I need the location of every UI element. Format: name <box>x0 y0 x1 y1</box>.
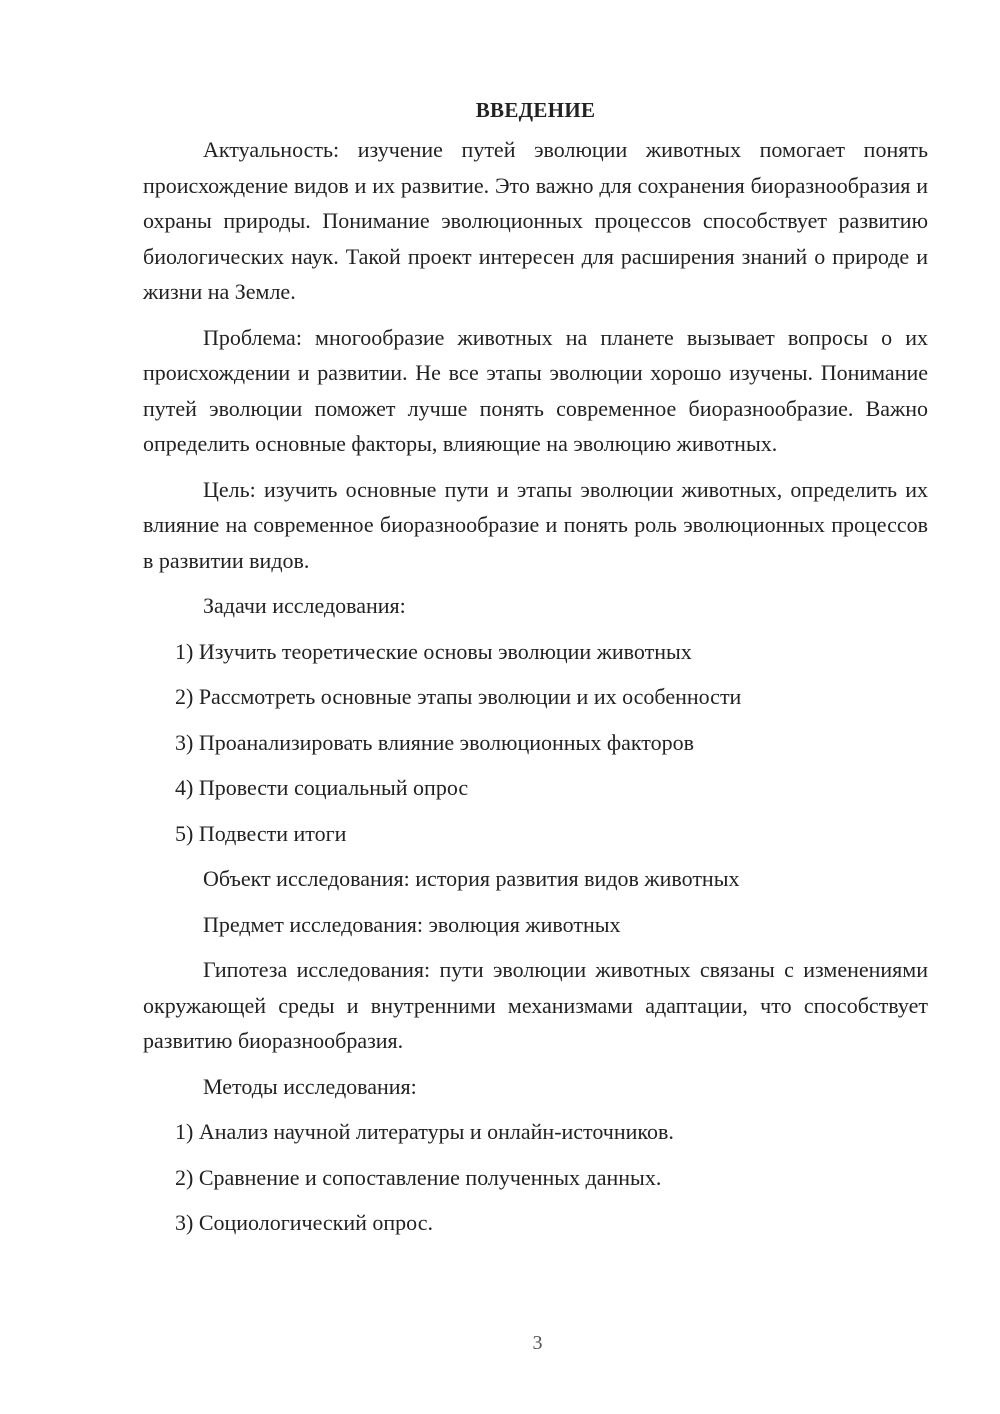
task-item: 1) Изучить теоретические основы эволюции животных <box>175 638 692 664</box>
task-item: 2) Рассмотреть основные этапы эволюции и их особенности <box>175 684 742 709</box>
problem-paragraph: Проблема: многообразие животных на планете вызывает вопросы о их происхождении и развитии. Не все этапы эволюции хорошо изучены. Понимание путей эволюции поможет лучше понять современное биоразнообразие. Важно определить основные факторы, влияющие на эволюцию животных. <box>143 324 928 456</box>
page-content <box>143 96 928 1251</box>
task-item: 4) Провести социальный опрос <box>175 775 469 800</box>
relevance-paragraph: Актуальность: изучение путей эволюции животных помогает понять происхождение видов и их развитие. Это важно для сохранения биоразнообразия и охраны природы. Понимание эволюционных процессов способствует развитию биологических наук. Такой проект интересен для расширения знаний о природе и жизни на Земле. <box>143 137 928 304</box>
tasks-title: Задачи исследования: <box>203 593 406 618</box>
research-object: Объект исследования: история развития видов животных <box>203 866 740 891</box>
task-item: 5) Подвести итоги <box>175 820 347 846</box>
method-item: 1) Анализ научной литературы и онлайн-источников. <box>175 1119 674 1144</box>
goal-paragraph: Цель: изучить основные пути и этапы эволюции животных, определить их влияние на современное биоразнообразие и понять роль эволюционных процессов в развитии видов. <box>143 476 928 573</box>
page-number: 3 <box>532 1332 543 1354</box>
hypothesis-paragraph: Гипотеза исследования: пути эволюции животных связаны с изменениями окружающей среды и внутренними механизмами адаптации, что способствует развитию биоразнообразия. <box>143 957 928 1053</box>
task-item: 3) Проанализировать влияние эволюционных факторов <box>175 729 694 755</box>
research-subject: Предмет исследования: эволюция животных <box>203 911 621 937</box>
method-item: 2) Сравнение и сопоставление полученных данных. <box>175 1164 662 1190</box>
methods-title: Методы исследования: <box>203 1073 417 1099</box>
method-item: 3) Социологический опрос. <box>175 1210 433 1235</box>
section-heading: ВВЕДЕНИЕ <box>475 98 596 122</box>
